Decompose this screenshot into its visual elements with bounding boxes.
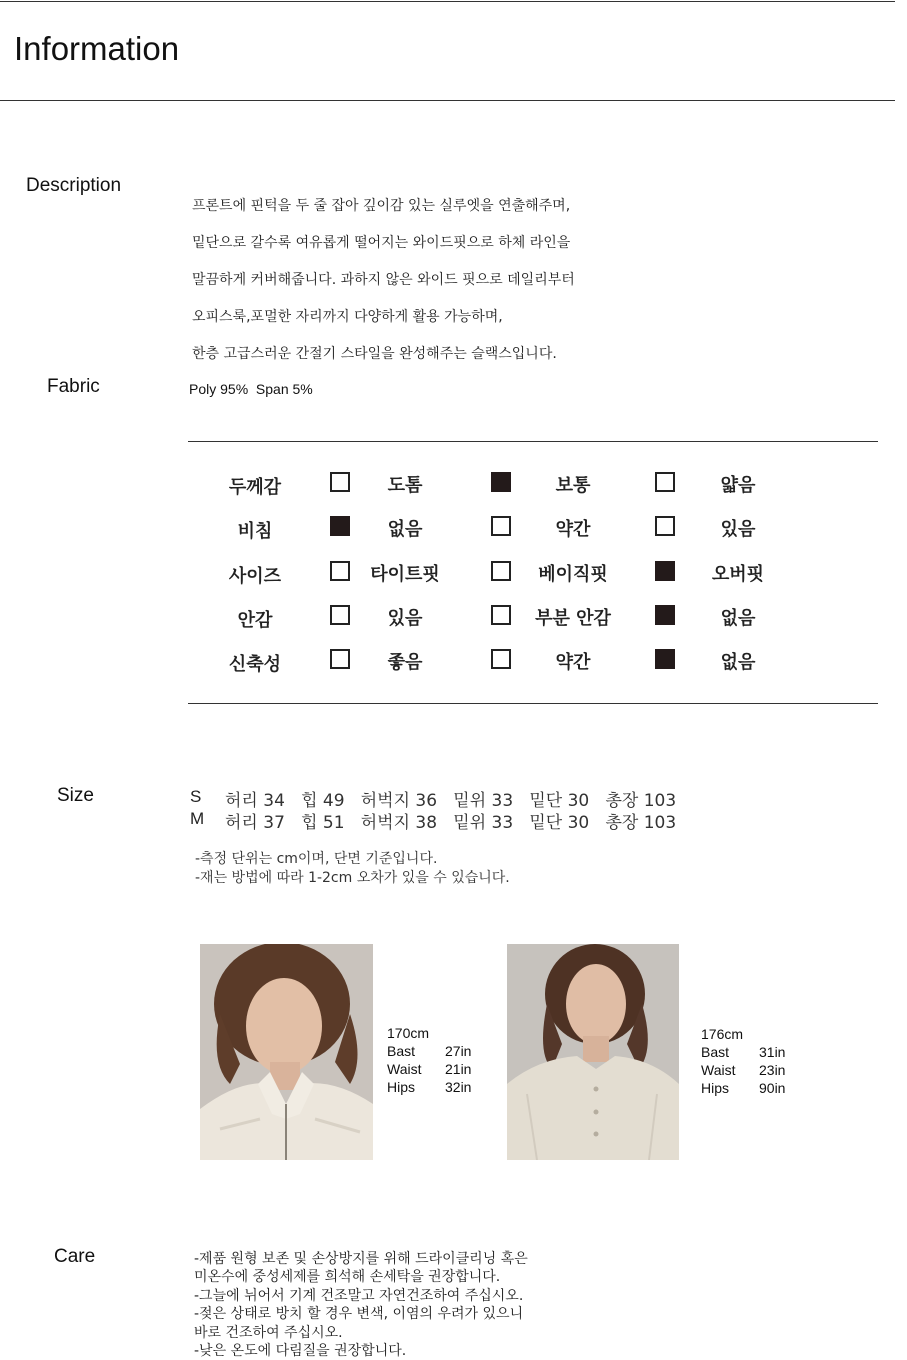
attribute-option: 보통 [555, 475, 591, 496]
size-note: -측정 단위는 cm이며, 단면 기준입니다. [195, 851, 438, 867]
size-letter-m: M [190, 809, 205, 828]
model-2-stat-value: 23in [759, 1062, 786, 1078]
model-2-stats [701, 1025, 785, 1097]
model-photo-2-illustration [507, 944, 679, 1160]
description-line: 한층 고급스러운 간절기 스타일을 완성해주는 슬랙스입니다. [192, 345, 557, 362]
attribute-option: 약간 [555, 652, 591, 673]
description-line: 프론트에 핀턱을 두 줄 잡아 깊이감 있는 실루엣을 연출해주며, [192, 198, 571, 215]
attribute-option: 있음 [387, 608, 423, 629]
model-2-stat-key: Waist [701, 1062, 736, 1078]
attribute-name: 비침 [237, 521, 273, 542]
attribute-name: 신축성 [228, 654, 282, 675]
size-label: Size [57, 785, 94, 806]
care-label: Care [54, 1246, 96, 1267]
care-text [194, 1250, 528, 1360]
attribute-option: 타이트핏 [370, 564, 440, 585]
model-photo-1-illustration [200, 944, 373, 1160]
attribute-option: 도톰 [387, 475, 423, 496]
model-1-stat-key: Waist [387, 1061, 422, 1077]
model-2-stat-key: Hips [701, 1080, 730, 1096]
checkbox-unchecked [330, 649, 350, 669]
model-2-stat-value: 90in [759, 1080, 786, 1096]
checkbox-unchecked [330, 561, 350, 581]
care-line: -제품 원형 보존 및 손상방지를 위해 드라이클리닝 혹은 [194, 1251, 528, 1267]
attribute-option: 없음 [720, 652, 756, 673]
attribute-option: 약간 [555, 519, 591, 540]
header-rule [0, 100, 895, 101]
attribute-option: 없음 [720, 608, 756, 629]
model-1-stat-value: 32in [445, 1079, 472, 1095]
care-line: 미온수에 중성세제를 희석해 손세탁을 권장합니다. [194, 1269, 501, 1286]
checkbox-unchecked [491, 605, 511, 625]
checkbox-unchecked [330, 605, 350, 625]
size-notes [195, 850, 510, 888]
model-2-stat-key: Bast [701, 1044, 730, 1060]
care-line: -젖은 상태로 방치 할 경우 변색, 이염의 우려가 있으니 [194, 1306, 524, 1323]
description-text [192, 179, 652, 381]
checkbox-checked [655, 649, 675, 669]
attribute-name: 두께감 [228, 477, 282, 498]
model-1-stat-value: 27in [445, 1043, 472, 1059]
model-1-height: 170cm [387, 1025, 430, 1041]
care-line: 바로 건조하여 주십시오. [194, 1324, 343, 1341]
fabric-label: Fabric [47, 376, 100, 397]
checkbox-checked [330, 516, 350, 536]
checkbox-unchecked [330, 472, 350, 492]
model-2-height: 176cm [701, 1026, 744, 1042]
top-rule [0, 1, 895, 2]
size-letter-s: S [190, 787, 202, 806]
model-1-stat-key: Hips [387, 1079, 416, 1095]
checkbox-unchecked [655, 472, 675, 492]
description-label: Description [26, 175, 122, 196]
model-photo-2 [507, 944, 679, 1160]
fabric-value: Poly 95% Span 5% [189, 381, 313, 397]
size-note: -재는 방법에 따라 1-2cm 오차가 있을 수 있습니다. [195, 870, 510, 886]
care-line: -그늘에 뉘어서 기계 건조말고 자연건조하여 주십시오. [194, 1287, 524, 1304]
attribute-option: 베이직핏 [538, 564, 608, 585]
description-line: 오피스룩,포멀한 자리까지 다양하게 활용 가능하며, [192, 308, 503, 325]
checkbox-unchecked [491, 516, 511, 536]
care-line: -낮은 온도에 다림질을 권장합니다. [194, 1343, 407, 1360]
attr-table-bottom-rule [188, 703, 878, 704]
description-line: 말끔하게 커버해줍니다. 과하지 않은 와이드 핏으로 데일리부터 [192, 272, 575, 289]
model-1-stat-key: Bast [387, 1043, 416, 1059]
attribute-option: 좋음 [387, 652, 423, 673]
attribute-name: 안감 [237, 610, 273, 631]
attribute-option: 얇음 [720, 475, 756, 496]
model-2-stat-value: 31in [759, 1044, 786, 1060]
checkbox-unchecked [491, 649, 511, 669]
checkbox-checked [491, 472, 511, 492]
model-1-stats [387, 1024, 471, 1096]
attribute-name: 사이즈 [228, 566, 282, 587]
attribute-option: 부분 안감 [535, 608, 611, 629]
attr-table-top-rule [188, 441, 878, 442]
checkbox-unchecked [491, 561, 511, 581]
description-line: 밑단으로 갈수록 여유롭게 떨어지는 와이드핏으로 하체 라인을 [192, 235, 571, 252]
model-1-stat-value: 21in [445, 1061, 472, 1077]
checkbox-checked [655, 605, 675, 625]
page-title: Information [14, 30, 180, 67]
attribute-option: 없음 [387, 519, 423, 540]
model-photo-1 [200, 944, 373, 1160]
checkbox-checked [655, 561, 675, 581]
attribute-option: 있음 [720, 519, 756, 540]
size-row-m: 허리 37 힙 51 허벅지 38 밑위 33 밑단 30 총장 103 [225, 813, 677, 833]
checkbox-unchecked [655, 516, 675, 536]
attribute-option: 오버핏 [711, 564, 765, 585]
size-row-s: 허리 34 힙 49 허벅지 36 밑위 33 밑단 30 총장 103 [225, 791, 677, 811]
